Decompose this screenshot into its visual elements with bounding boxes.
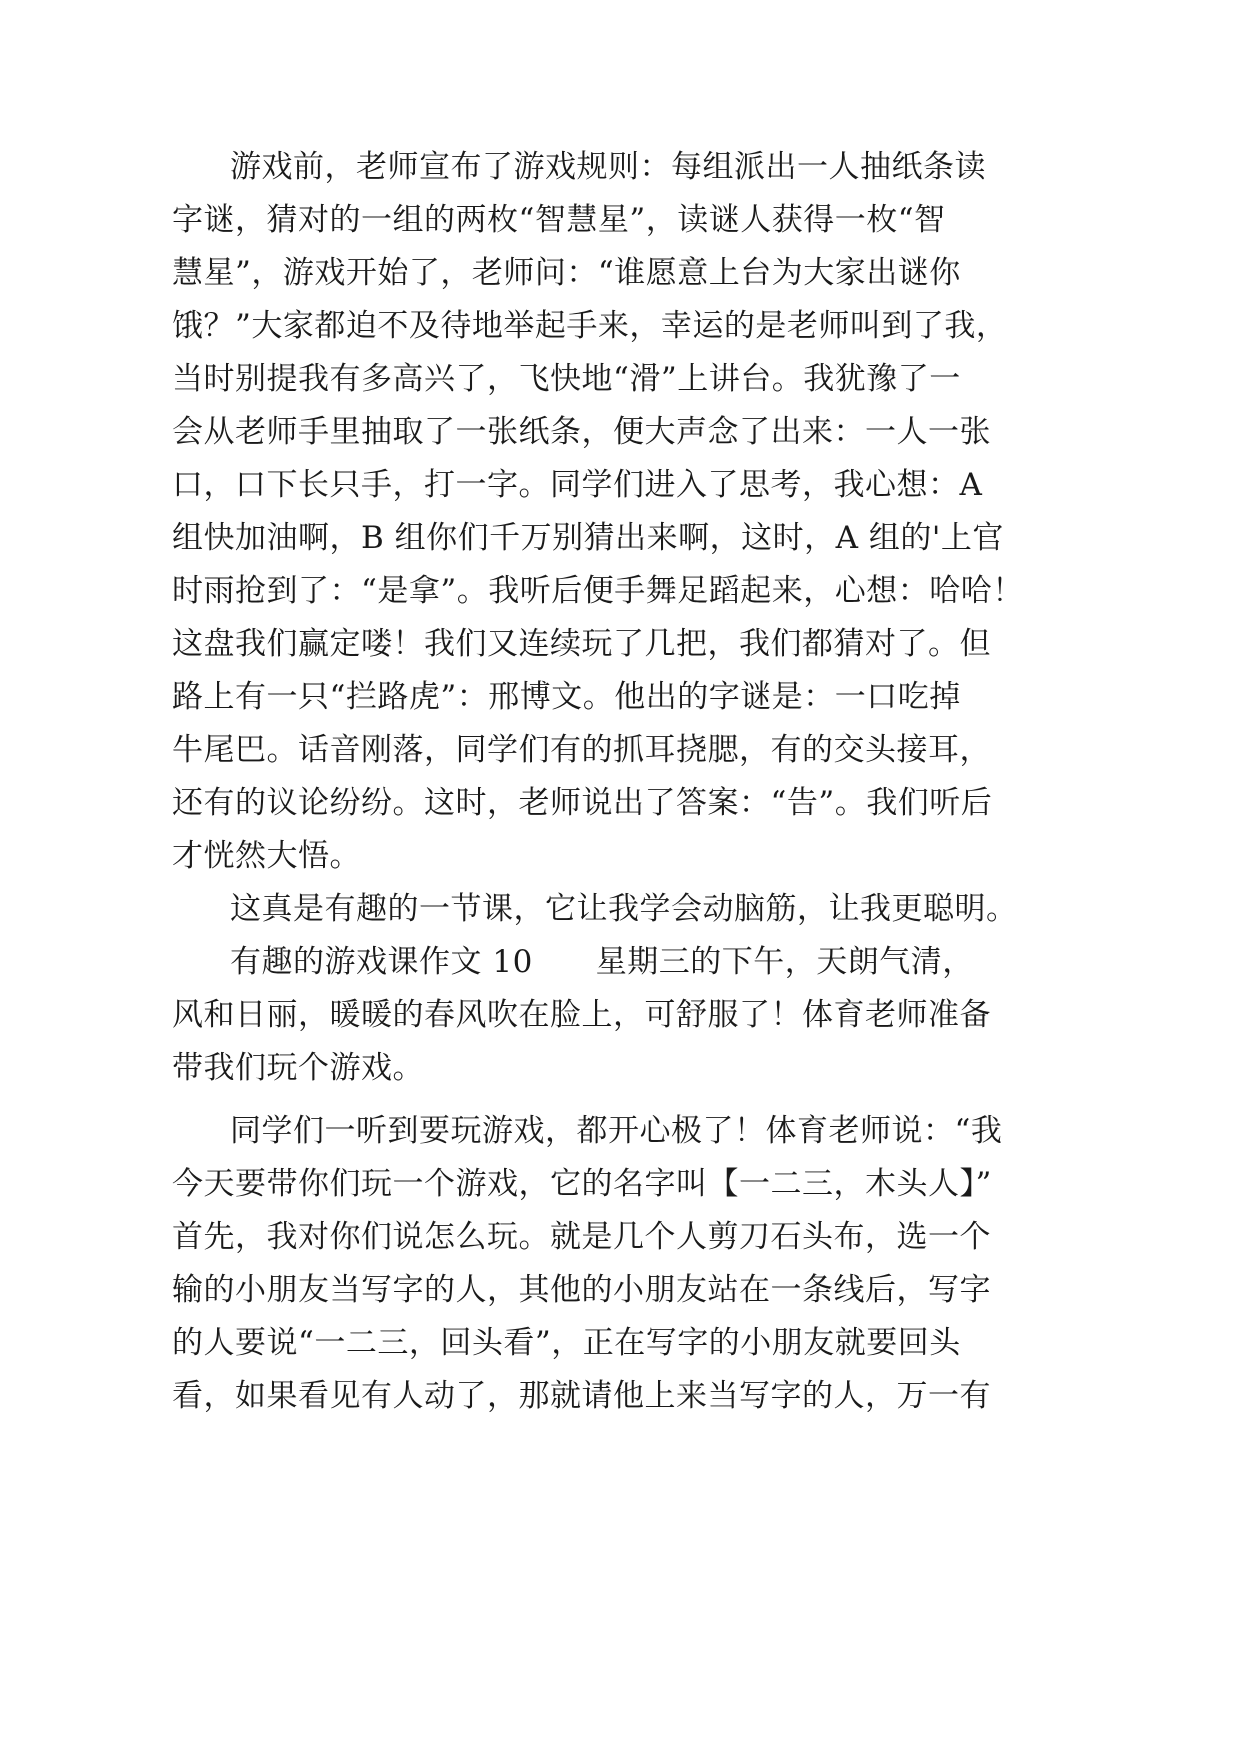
text-line: 风和日丽，暖暖的春风吹在脸上，可舒服了！体育老师准备 [172,997,991,1033]
text-line: 口，口下长只手，打一字。同学们进入了思考，我心想：A [172,467,983,503]
text-line: 的人要说“一二三，回头看”，正在写字的小朋友就要回头 [172,1325,961,1361]
text-line: 牛尾巴。话音刚落，同学们有的抓耳挠腮，有的交头接耳， [172,732,991,768]
text-line: 有趣的游戏课作文 10 星期三的下午，天朗气清， [230,944,974,980]
text-line: 才恍然大悟。 [172,838,361,874]
text-line: 游戏前，老师宣布了游戏规则：每组派出一人抽纸条读 [230,149,986,185]
text-line: 今天要带你们玩一个游戏，它的名字叫【一二三，木头人】” [172,1166,992,1202]
text-line: 输的小朋友当写字的人，其他的小朋友站在一条线后，写字 [172,1272,991,1308]
text-line: 当时别提我有多高兴了，飞快地“滑”上讲台。我犹豫了一 [172,361,961,397]
text-line: 首先，我对你们说怎么玩。就是几个人剪刀石头布，选一个 [172,1219,991,1255]
text-line: 组快加油啊，B 组你们千万别猜出来啊，这时，A 组的'上官 [172,520,1004,556]
text-line: 带我们玩个游戏。 [172,1050,424,1086]
text-line: 会从老师手里抽取了一张纸条，便大声念了出来：一人一张 [172,414,991,450]
text-line: 看，如果看见有人动了，那就请他上来当写字的人，万一有 [172,1378,991,1414]
text-line: 时雨抢到了：“是拿”。我听后便手舞足蹈起来，心想：哈哈！ [172,573,1024,609]
text-line: 路上有一只“拦路虎”：邢博文。他出的字谜是：一口吃掉 [172,679,961,715]
text-line: 同学们一听到要玩游戏，都开心极了！体育老师说：“我 [230,1113,1003,1149]
text-line: 这盘我们赢定喽！我们又连续玩了几把，我们都猜对了。但 [172,626,991,662]
text-line: 字谜，猜对的一组的两枚“智慧星”，读谜人获得一枚“智 [172,202,946,238]
text-line: 这真是有趣的一节课，它让我学会动脑筋，让我更聪明。 [230,891,1018,927]
text-line: 还有的议论纷纷。这时，老师说出了答案：“告”。我们听后 [172,785,993,821]
text-line: 慧星”，游戏开始了，老师问：“谁愿意上台为大家出谜你 [172,255,961,291]
text-line: 饿？”大家都迫不及待地举起手来，幸运的是老师叫到了我， [172,308,1008,344]
